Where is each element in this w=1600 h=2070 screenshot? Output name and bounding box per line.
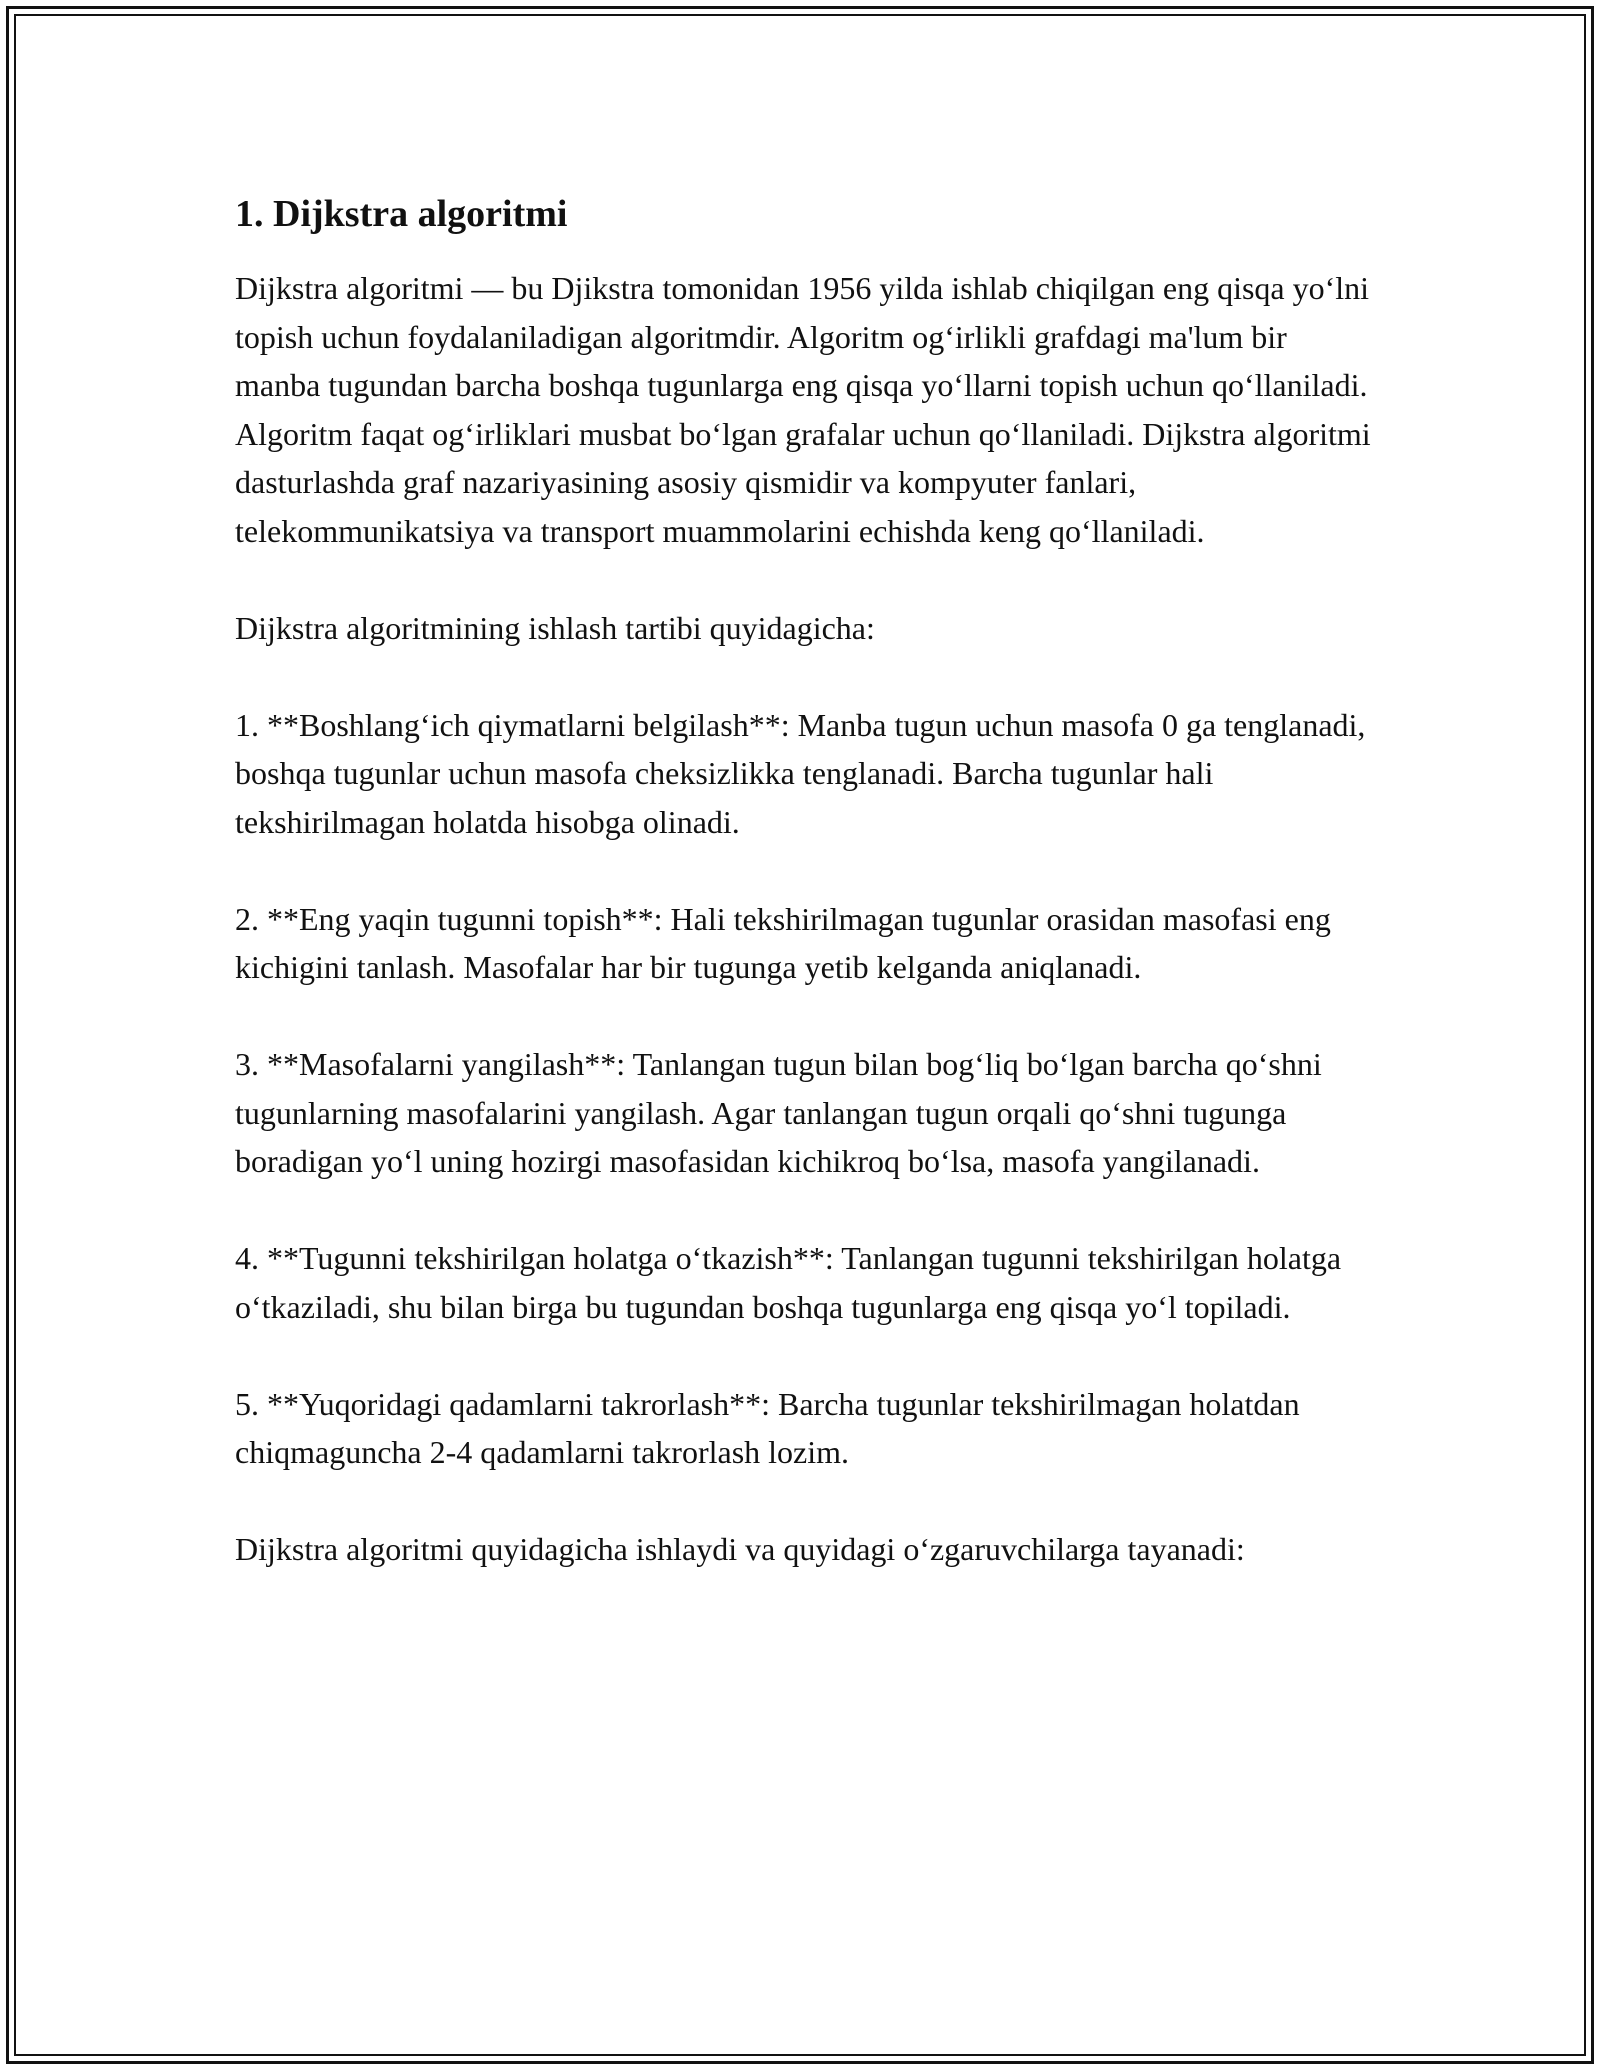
step-2-paragraph: 2. **Eng yaqin tugunni topish**: Hali tekshirilmagan tugunlar orasidan masofasi eng kichigini tanlash. Masofalar har bir tugunga yetib kelganda aniqlanadi. — [235, 900, 1331, 985]
step-1-paragraph: 1. **Boshlang‘ich qiymatlarni belgilash**: Manba tugun uchun masofa 0 ga tenglanadi, boshqa tugunlar uchun masofa cheksizlikka tenglanadi. Barcha tugunlar hali tekshirilmagan holatda hisobga olinadi. — [235, 706, 1366, 840]
closing-paragraph: Dijkstra algoritmi quyidagicha ishlaydi va quyidagi o‘zgaruvchilarga tayanadi: — [235, 1531, 1245, 1567]
step-3-paragraph: 3. **Masofalarni yangilash**: Tanlangan tugun bilan bog‘liq bo‘lgan barcha qo‘shni tugunlarning masofalarini yangilash. Agar tanlangan tugun orqali qo‘shni tugunga boradigan yo‘l uning hozirgi masofasidan kichikroq bo‘lsa, masofa yangilanadi. — [235, 1046, 1322, 1179]
step-4-paragraph: 4. **Tugunni tekshirilgan holatga o‘tkazish**: Tanlangan tugunni tekshirilgan holatga o‘tkaziladi, shu bilan birga bu tugundan boshqa tugunlarga eng qisqa yo‘l topiladi. — [235, 1240, 1342, 1325]
intro-paragraph: Dijkstra algoritmi — bu Djikstra tomonidan 1956 yilda ishlab chiqilgan eng qisqa yo‘lni topish uchun foydalaniladigan algoritmdir. Algoritm og‘irlikli grafdagi ma'lum bir manba tugundan barcha boshqa tugunlarga eng qisqa yo‘llarni topish uchun qo‘llaniladi. Algoritm faqat og‘irliklari musbat bo‘lgan grafalar uchun qo‘llaniladi. Dijkstra algoritmi dasturlashda graf nazariyasining asosiy qismidir va kompyuter fanlari, telekommunikatsiya va transport muammolarini echishda keng qo‘llaniladi. — [235, 270, 1371, 549]
document-body — [235, 190, 1375, 1574]
steps-intro-paragraph: Dijkstra algoritmining ishlash tartibi quyidagicha: — [235, 609, 875, 646]
step-5-paragraph: 5. **Yuqoridagi qadamlarni takrorlash**: Barcha tugunlar tekshirilmagan holatdan chiqmaguncha 2-4 qadamlarni takrorlash lozim. — [235, 1385, 1300, 1470]
section-heading: 1. Dijkstra algoritmi — [235, 193, 568, 235]
